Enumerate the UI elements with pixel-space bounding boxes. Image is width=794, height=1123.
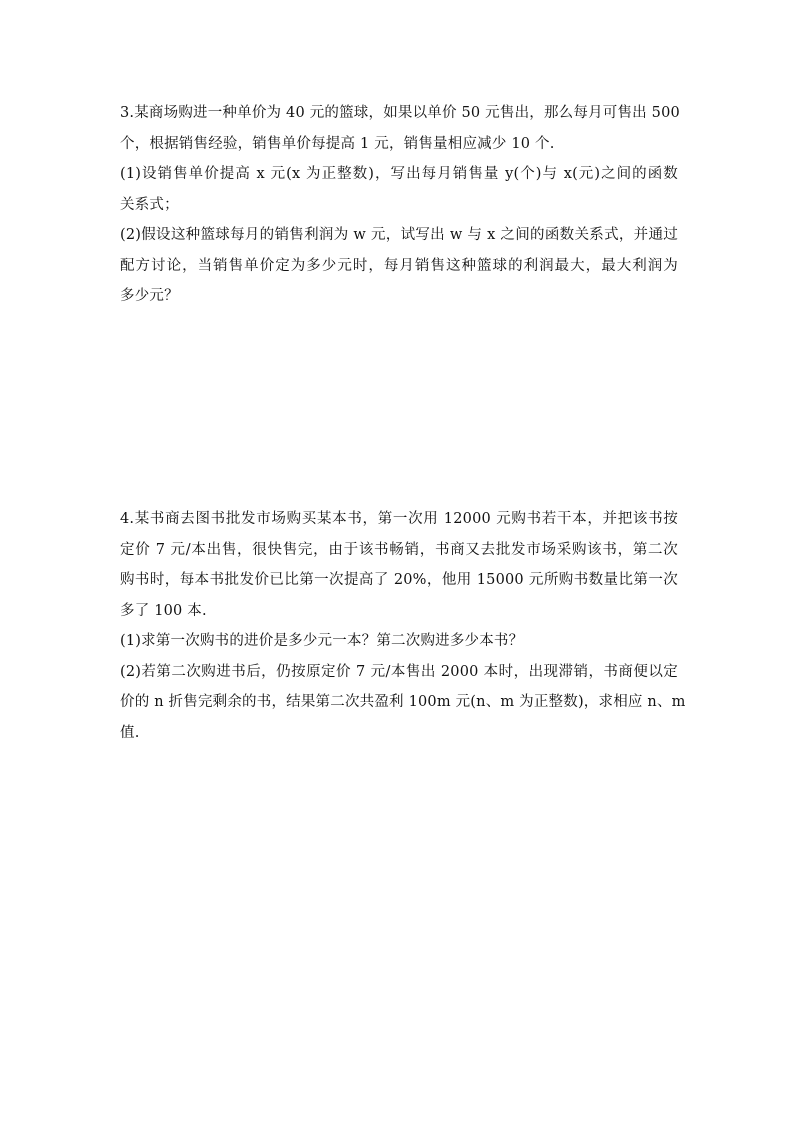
problem-3-line-5: (2)假设这种篮球每月的销售利润为 w 元，试写出 w 与 x 之间的函数关系式，并通过 xyxy=(120,227,678,243)
problem-3-line-1: 3.某商场购进一种单价为 40 元的篮球，如果以单价 50 元售出，那么每月可售出 500 xyxy=(120,105,680,121)
problem-3-line-2: 个，根据销售经验，销售单价每提高 1 元，销售量相应减少 10 个. xyxy=(120,135,555,152)
problem-4-line-8: 值. xyxy=(120,724,140,741)
problem-3-line-7: 多少元？ xyxy=(120,288,179,304)
problem-3-line-6: 配方讨论，当销售单价定为多少元时，每月销售这种篮球的利润最大，最大利润为 xyxy=(120,257,678,274)
problem-3 xyxy=(120,98,678,312)
problem-4-line-7: 价的 n 折售完剩余的书，结果第二次共盈利 100m 元(n、m 为正整数)，求相应 n、m xyxy=(120,694,686,710)
problem-4-line-3: 购书时，每本书批发价已比第一次提高了 20%，他用 15000 元所购书数量比第一次 xyxy=(120,572,678,588)
problem-4-line-5: (1)求第一次购书的进价是多少元一本？第二次购进多少本书？ xyxy=(120,633,524,649)
problem-4-line-2: 定价 7 元/本出售，很快售完，由于该书畅销，书商又去批发市场采购该书，第二次 xyxy=(120,541,678,558)
problem-4 xyxy=(120,504,686,748)
problem-4-line-6: (2)若第二次购进书后，仍按原定价 7 元/本售出 2000 本时，出现滞销，书商便以定 xyxy=(120,663,678,680)
problem-4-line-1: 4.某书商去图书批发市场购买某本书，第一次用 12000 元购书若干本，并把该书按 xyxy=(120,511,678,527)
problem-4-line-4: 多了 100 本. xyxy=(120,602,207,619)
problem-3-line-4: 关系式； xyxy=(120,196,179,213)
problem-3-line-3: (1)设销售单价提高 x 元(x 为正整数)，写出每月销售量 y(个)与 x(元)之间的函数 xyxy=(120,166,678,182)
